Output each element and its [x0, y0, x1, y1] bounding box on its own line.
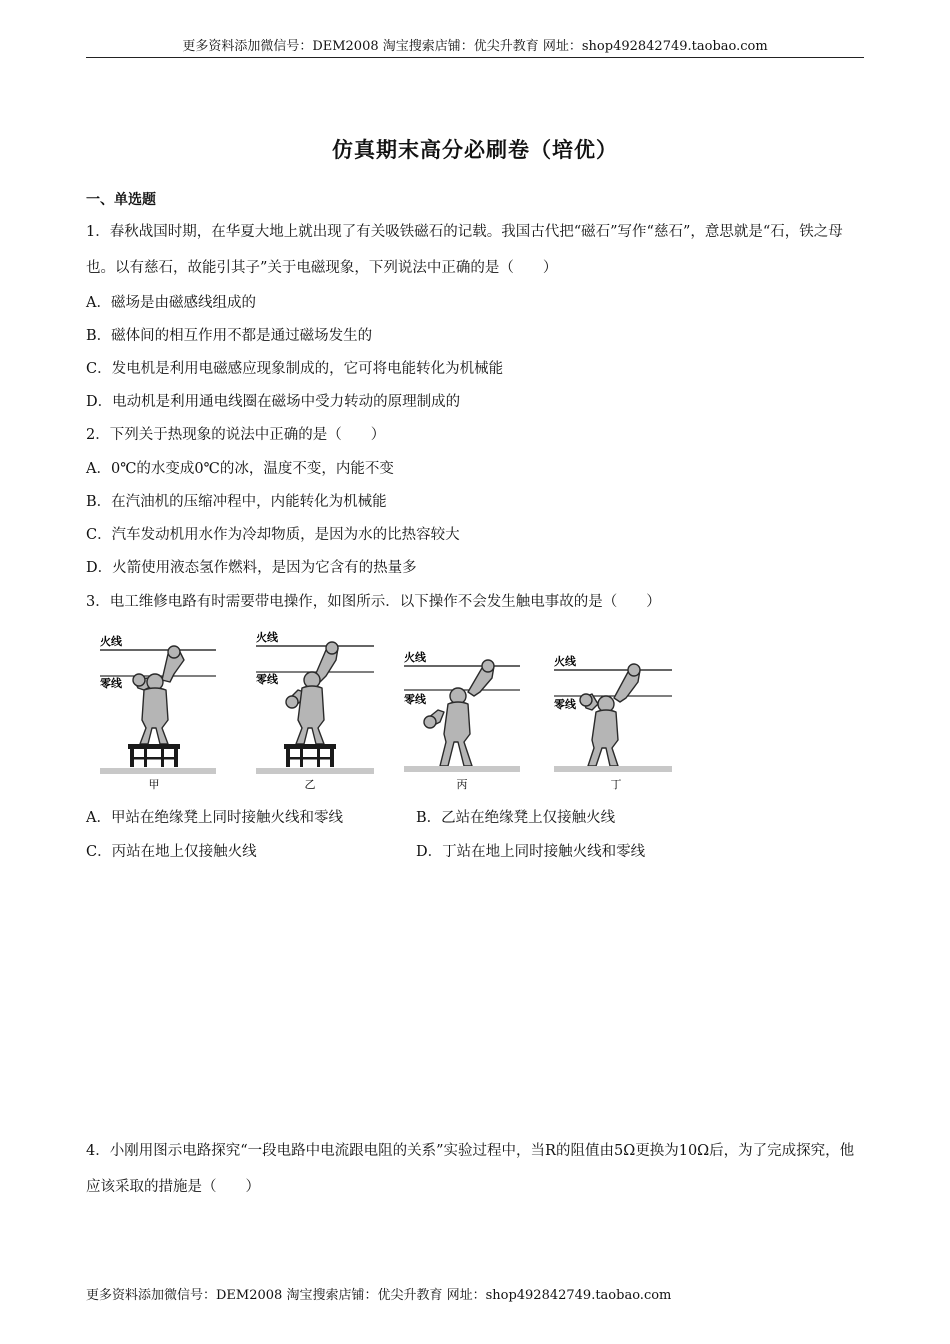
question-1-option-d[interactable]: D．电动机是利用通电线圈在磁场中受力转动的原理制成的	[86, 394, 461, 410]
page-title: 仿真期末高分必刷卷（培优）	[332, 138, 618, 162]
neutral-wire-label: 零线	[256, 673, 278, 686]
question-2-option-a[interactable]: A．0℃的水变成0℃的冰，温度不变，内能不变	[86, 461, 394, 477]
panel-yi	[256, 630, 374, 791]
page-footer: 更多资料添加微信号：DEM2008 淘宝搜索店铺：优尖升教育 网址：shop492842749.taobao.com	[86, 1288, 672, 1303]
question-1-option-c[interactable]: C．发电机是利用电磁感应现象制成的，它可将电能转化为机械能	[86, 361, 504, 377]
neutral-wire-label: 零线	[554, 698, 576, 711]
live-wire-label: 火线	[100, 635, 122, 648]
panel-jia	[100, 634, 216, 791]
question-3-option-d[interactable]: D．丁站在地上同时接触火线和零线	[416, 844, 646, 860]
panel-bing	[404, 650, 520, 791]
question-2-option-c[interactable]: C．汽车发动机用水作为冷却物质，是因为水的比热容较大	[86, 527, 460, 543]
page-header: 更多资料添加微信号：DEM2008 淘宝搜索店铺：优尖升教育 网址：shop492842749.taobao.com	[86, 38, 864, 58]
section-heading: 一、单选题	[86, 192, 156, 208]
question-4-stem: 4．小刚用图示电路探究“一段电路中电流跟电阻的关系”实验过程中，当R的阻值由5Ω更换为10Ω后，为了完成探究，他应该采取的措施是（ ）	[86, 1143, 855, 1195]
question-3-stem: 3．电工维修电路有时需要带电操作，如图所示．以下操作不会发生触电事故的是（ ）	[86, 594, 661, 610]
neutral-wire-label: 零线	[404, 693, 426, 706]
question-2-option-d[interactable]: D．火箭使用液态氢作燃料，是因为它含有的热量多	[86, 560, 417, 576]
neutral-wire-label: 零线	[100, 677, 122, 690]
question-1-option-a[interactable]: A．磁场是由磁感线组成的	[86, 295, 256, 311]
question-3-option-a[interactable]: A．甲站在绝缘凳上同时接触火线和零线	[86, 810, 343, 826]
electrician-figure	[98, 624, 678, 794]
live-wire-label: 火线	[404, 651, 426, 664]
panel-label-ding: 丁	[610, 778, 622, 791]
question-3-option-c[interactable]: C．丙站在地上仅接触火线	[86, 844, 257, 860]
panel-label-yi: 乙	[304, 778, 316, 791]
live-wire-label: 火线	[256, 631, 278, 644]
panel-label-jia: 甲	[148, 778, 160, 791]
question-2-option-b[interactable]: B．在汽油机的压缩冲程中，内能转化为机械能	[86, 494, 387, 510]
question-2-stem: 2．下列关于热现象的说法中正确的是（ ）	[86, 427, 386, 443]
live-wire-label: 火线	[554, 655, 576, 668]
question-1-stem: 1．春秋战国时期，在华夏大地上就出现了有关吸铁磁石的记载。我国古代把“磁石”写作“慈石”，意思就是“石，铁之母也。以有慈石，故能引其子”关于电磁现象，下列说法中正确的是（ ）	[86, 224, 843, 276]
question-3-option-b[interactable]: B．乙站在绝缘凳上仅接触火线	[416, 810, 616, 826]
question-1-option-b[interactable]: B．磁体间的相互作用不都是通过磁场发生的	[86, 328, 373, 344]
panel-label-bing: 丙	[456, 778, 468, 791]
panel-ding	[554, 654, 672, 791]
